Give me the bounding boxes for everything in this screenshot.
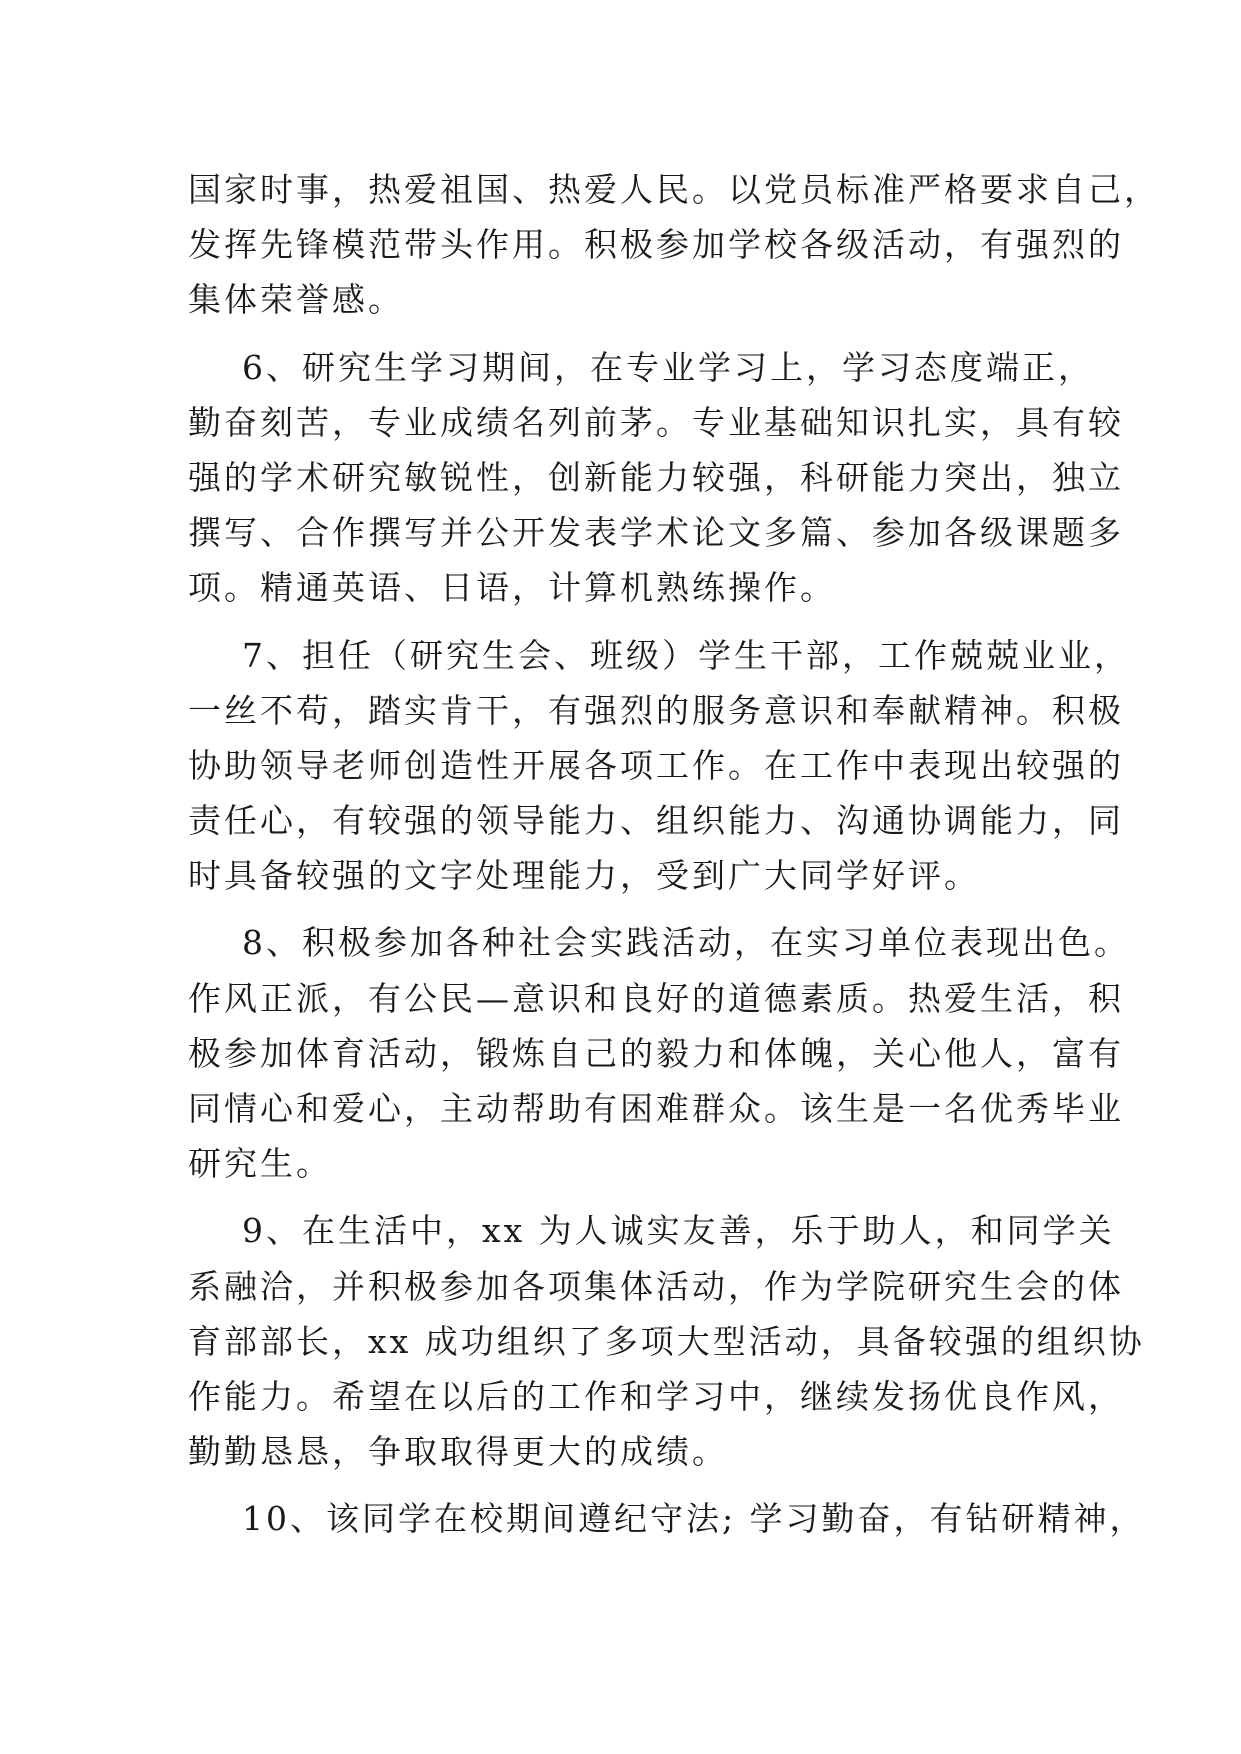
text-line: 国家时事，热爱祖国、热爱人民。以党员标准严格要求自己， (188, 170, 1160, 209)
paragraph-8 (188, 915, 1130, 1191)
paragraph-7 (188, 628, 1130, 904)
text-line: 勤勤恳恳，争取取得更大的成绩。 (188, 1432, 728, 1472)
text-line: 作风正派，有公民—意识和良好的道德素质。热爱生活，积 (188, 978, 1124, 1018)
text-line: 同情心和爱心，主动帮助有困难群众。该生是一名优秀毕业 (188, 1089, 1124, 1128)
text-line: 时具备较强的文字处理能力，受到广大同学好评。 (188, 856, 980, 896)
text-line: 8、积极参加各种社会实践活动，在实习单位表现出色。 (188, 923, 1130, 963)
text-line: 育部部长，xx 成功组织了多项大型活动，具备较强的组织协 (188, 1321, 1145, 1361)
text-line: 一丝不苟，踏实肯干，有强烈的服务意识和奉献精神。积极 (188, 690, 1124, 730)
text-line: 系融洽，并积极参加各项集体活动，作为学院研究生会的体 (188, 1266, 1124, 1306)
text-line: 集体荣誉感。 (188, 280, 404, 320)
text-line: 10、该同学在校期间遵纪守法; 学习勤奋，有钻研精神， (188, 1499, 1146, 1539)
document-body (188, 162, 1160, 1547)
text-line: 责任心，有较强的领导能力、组织能力、沟通协调能力，同 (188, 801, 1124, 841)
text-line: 项。精通英语、日语，计算机熟练操作。 (188, 568, 836, 608)
text-line: 协助领导老师创造性开展各项工作。在工作中表现出较强的 (188, 745, 1124, 785)
text-line: 研究生。 (188, 1144, 332, 1184)
text-line: 7、担任（研究生会、班级）学生干部，工作兢兢业业， (188, 635, 1130, 675)
text-line: 作能力。希望在以后的工作和学习中，继续发扬优良作风， (188, 1376, 1124, 1416)
paragraph-6 (188, 340, 1124, 616)
text-line: 撰写、合作撰写并公开发表学术论文多篇、参加各级课题多 (188, 513, 1124, 553)
text-line: 强的学术研究敏锐性，创新能力较强，科研能力突出，独立 (188, 457, 1124, 497)
text-line: 极参加体育活动，锻炼自己的毅力和体魄，关心他人，富有 (188, 1033, 1124, 1073)
text-line: 6、研究生学习期间，在专业学习上，学习态度端正， (188, 347, 1094, 387)
paragraph-9 (188, 1203, 1145, 1479)
text-line: 9、在生活中，xx 为人诚实友善，乐于助人，和同学关 (188, 1211, 1115, 1251)
paragraph-10 (188, 1491, 1146, 1546)
text-line: 勤奋刻苦，专业成绩名列前茅。专业基础知识扎实，具有较 (188, 402, 1124, 442)
text-line: 发挥先锋模范带头作用。积极参加学校各级活动，有强烈的 (188, 225, 1124, 265)
paragraph-5-continuation (188, 162, 1160, 328)
